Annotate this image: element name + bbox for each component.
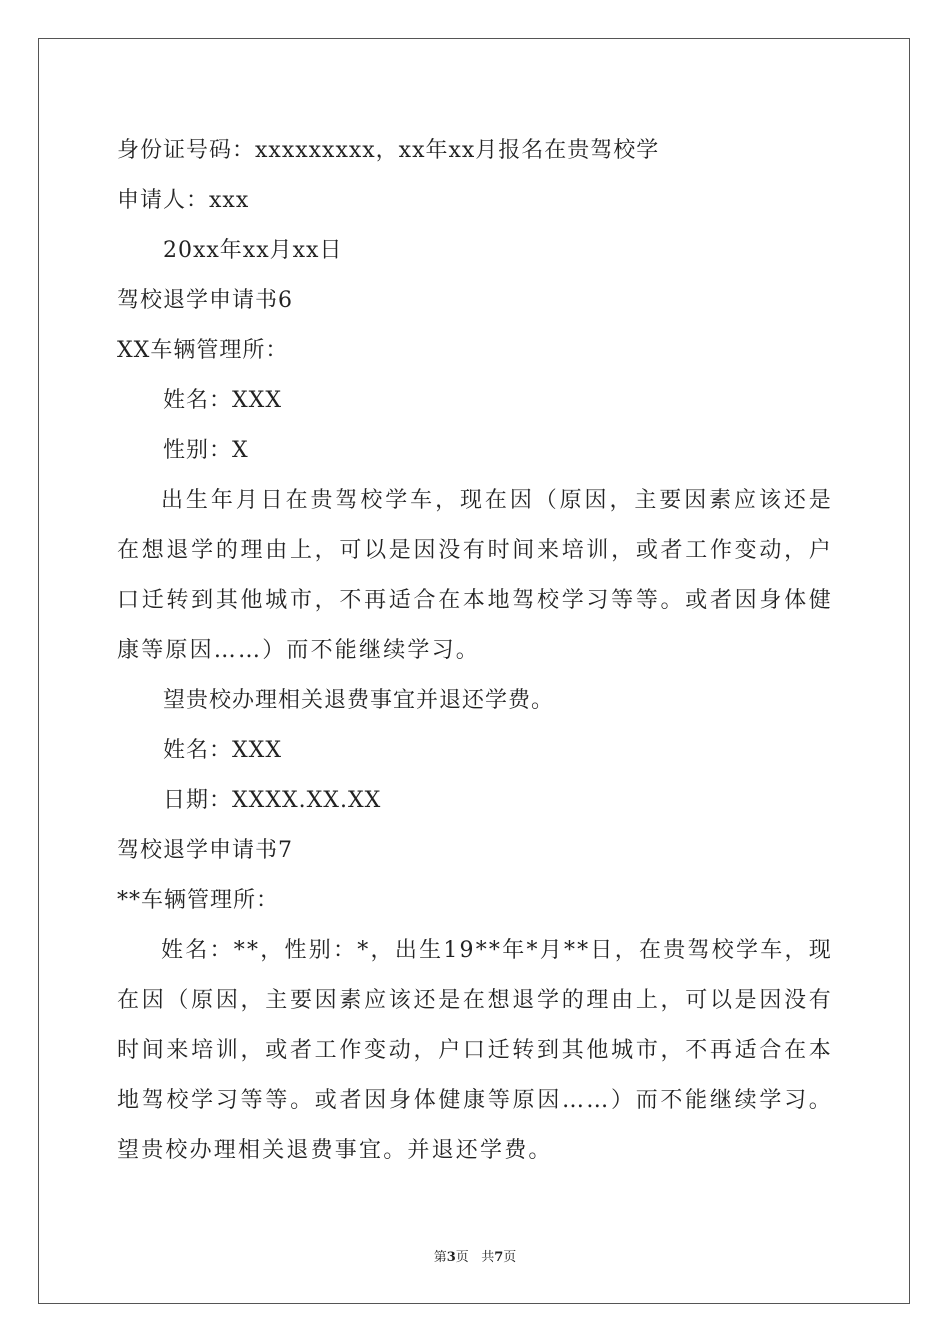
addressee-6: XX车辆管理所： xyxy=(117,338,289,363)
section-title-7: 驾校退学申请书7 xyxy=(117,838,293,863)
signature-name-6: 姓名：XXX xyxy=(163,738,282,763)
footer-suffix: 页 xyxy=(503,1250,517,1265)
id-number-line: 身份证号码：xxxxxxxxx，xx年xx月报名在贵驾校学 xyxy=(117,138,660,163)
signature-date-6: 日期：XXXX.XX.XX xyxy=(163,788,382,813)
footer-mid: 页 共 xyxy=(455,1250,495,1265)
gender-line-6: 性别：X xyxy=(163,438,249,463)
section-title-6: 驾校退学申请书6 xyxy=(117,288,293,313)
date-line: 20xx年xx月xx日 xyxy=(163,238,343,263)
footer-total-pages: 7 xyxy=(494,1250,504,1265)
request-line-6: 望贵校办理相关退费事宜并退还学费。 xyxy=(163,688,555,713)
footer-current-page: 3 xyxy=(446,1250,456,1265)
footer-prefix: 第 xyxy=(433,1250,447,1265)
addressee-7: **车辆管理所： xyxy=(117,888,280,913)
body-paragraph-6: 出生年月日在贵驾校学车，现在因（原因，主要因素应该还是在想退学的理由上，可以是因没有时间来培训，或者工作变动，户口迁转到其他城市，不再适合在本地驾校学习等等。或者因身体健康等原因……）而不能继续学习。 xyxy=(117,488,833,663)
body-paragraph-7: 姓名：**，性别：*，出生19**年*月**日，在贵驾校学车，现在因（原因，主要因素应该还是在想退学的理由上，可以是因没有时间来培训，或者工作变动，户口迁转到其他城市，不再适合在本地驾校学习等等。或者因身体健康等原因……）而不能继续学习。望贵校办理相关退费事宜。并退还学费。 xyxy=(117,938,833,1163)
page-footer xyxy=(0,1246,950,1265)
applicant-line: 申请人：xxx xyxy=(117,188,250,213)
document-body xyxy=(117,126,833,1176)
name-line-6: 姓名：XXX xyxy=(163,388,282,413)
